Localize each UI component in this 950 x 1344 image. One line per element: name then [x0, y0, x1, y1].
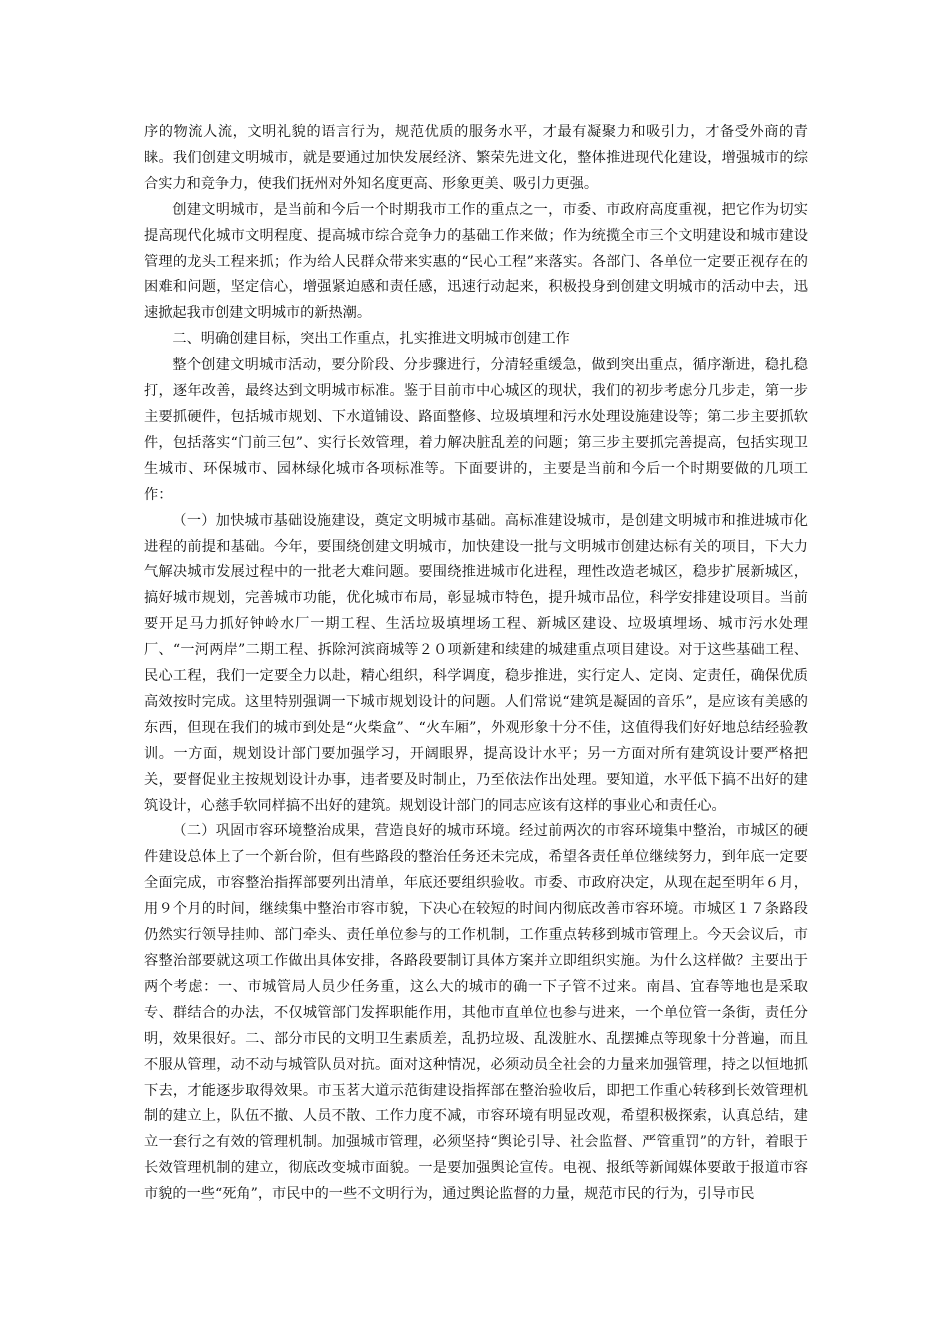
document-body [144, 120, 808, 1208]
paragraph-continuation: 序的物流人流，文明礼貌的语言行为，规范优质的服务水平，才最有凝聚力和吸引力，才备受外商的青睐。我们创建文明城市，就是要通过加快发展经济、繁荣先进文化，整体推进现代化建设，增强城市的综合实力和竞争力，使我们抚州对外知名度更高、形象更美、吸引力更强。 [144, 124, 808, 192]
paragraph-importance: 创建文明城市，是当前和今后一个时期我市工作的重点之一，市委、市政府高度重视，把它作为切实提高现代化城市文明程度、提高城市综合竞争力的基础工作来做；作为统揽全市三个文明建设和城市建设管理的龙头工程来抓；作为给人民群众带来实惠的“民心工程”来落实。各部门、各单位一定要正视存在的困难和问题，坚定信心，增强紧迫感和责任感，迅速行动起来，积极投身到创建文明城市的活动中去，迅速掀起我市创建文明城市的新热潮。 [144, 201, 808, 322]
paragraph-stages: 整个创建文明城市活动，要分阶段、分步骤进行，分清轻重缓急，做到突出重点，循序渐进，稳扎稳打，逐年改善，最终达到文明城市标准。鉴于目前市中心城区的现状，我们的初步考虑分几步走，第一步主要抓硬件，包括城市规划、下水道铺设、路面整修、垃圾填埋和污水处理设施建设等；第二步主要抓软件，包括落实“门前三包”、实行长效管理，着力解决脏乱差的问题；第三步主要抓完善提高，包括实现卫生城市、环保城市、园林绿化城市各项标准等。下面要讲的，主要是当前和今后一个时期要做的几项工作： [144, 357, 808, 503]
paragraph-environment: （二）巩固市容环境整治成果，营造良好的城市环境。经过前两次的市容环境集中整治，市城区的硬件建设总体上了一个新台阶，但有些路段的整治任务还未完成，希望各责任单位继续努力，到年底一定要全面完成，市容整治指挥部要列出清单，年底还要组织验收。市委、市政府决定，从现在起至明年６月，用９个月的时间，继续集中整治市容市貌，下决心在较短的时间内彻底改善市容环境。市城区１７条路段仍然实行领导挂帅、部门牵头、责任单位参与的工作机制，工作重点转移到城市管理上。今天会议后，市容整治部要就这项工作做出具体安排，各路段要制订具体方案并立即组织实施。为什么这样做？主要出于两个考虑：一、市城管局人员少任务重，这么大的城市的确一下子管不过来。南昌、宜春等地也是采取专、群结合的办法，不仅城管部门发挥职能作用，其他市直单位也参与进来，一个单位管一条街，责任分明，效果很好。二、部分市民的文明卫生素质差，乱扔垃圾、乱泼脏水、乱摆摊点等现象十分普遍，而且不服从管理，动不动与城管队员对抗。面对这种情况，必须动员全社会的力量来加强管理，持之以恒地抓下去，才能逐步取得效果。市玉茗大道示范街建设指挥部在整治验收后，即把工作重心转移到长效管理机制的建立上，队伍不撤、人员不散、工作力度不减，市容环境有明显改观，希望积极探索，认真总结，建立一套行之有效的管理机制。加强城市管理，必须坚持“舆论引导、社会监督、严管重罚”的方针，着眼于长效管理机制的建立，彻底改变城市面貌。一是要加强舆论宣传。电视、报纸等新闻媒体要敢于报道市容市貌的一些“死角”，市民中的一些不文明行为，通过舆论监督的力量，规范市民的行为，引导市民 [144, 823, 808, 1203]
section-heading: 二、明确创建目标，突出工作重点，扎实推进文明城市创建工作 [172, 331, 570, 348]
paragraph-infrastructure: （一）加快城市基础设施建设，奠定文明城市基础。高标准建设城市，是创建文明城市和推进城市化进程的前提和基础。今年，要围绕创建文明城市，加快建设一批与文明城市创建达标有关的项目，下大力气解决城市发展过程中的一批老大难问题。要围绕推进城市化进程，理性改造老城区，稳步扩展新城区，搞好城市规划，完善城市功能，优化城市布局，彰显城市特色，提升城市品位，科学安排建设项目。当前要开足马力抓好钟岭水厂一期工程、生活垃圾填埋场工程、新城区建设、垃圾填埋场、城市污水处理厂、“一河两岸”二期工程、拆除河滨商城等２０项新建和续建的城建重点项目建设。对于这些基础工程、民心工程，我们一定要全力以赴，精心组织，科学调度，稳步推进，实行定人、定岗、定责任，确保优质高效按时完成。这里特别强调一下城市规划设计的问题。人们常说“建筑是凝固的音乐”，是应该有美感的东西，但现在我们的城市到处是“火柴盒”、“火车厢”，外观形象十分不佳，这值得我们好好地总结经验教训。一方面，规划设计部门要加强学习，开阔眼界，提高设计水平；另一方面对所有建筑设计要严格把关，要督促业主按规划设计办事，违者要及时制止，乃至依法作出处理。要知道，水平低下搞不出好的建筑设计，心慈手软同样搞不出好的建筑。规划设计部门的同志应该有这样的事业心和责任心。 [144, 512, 808, 814]
